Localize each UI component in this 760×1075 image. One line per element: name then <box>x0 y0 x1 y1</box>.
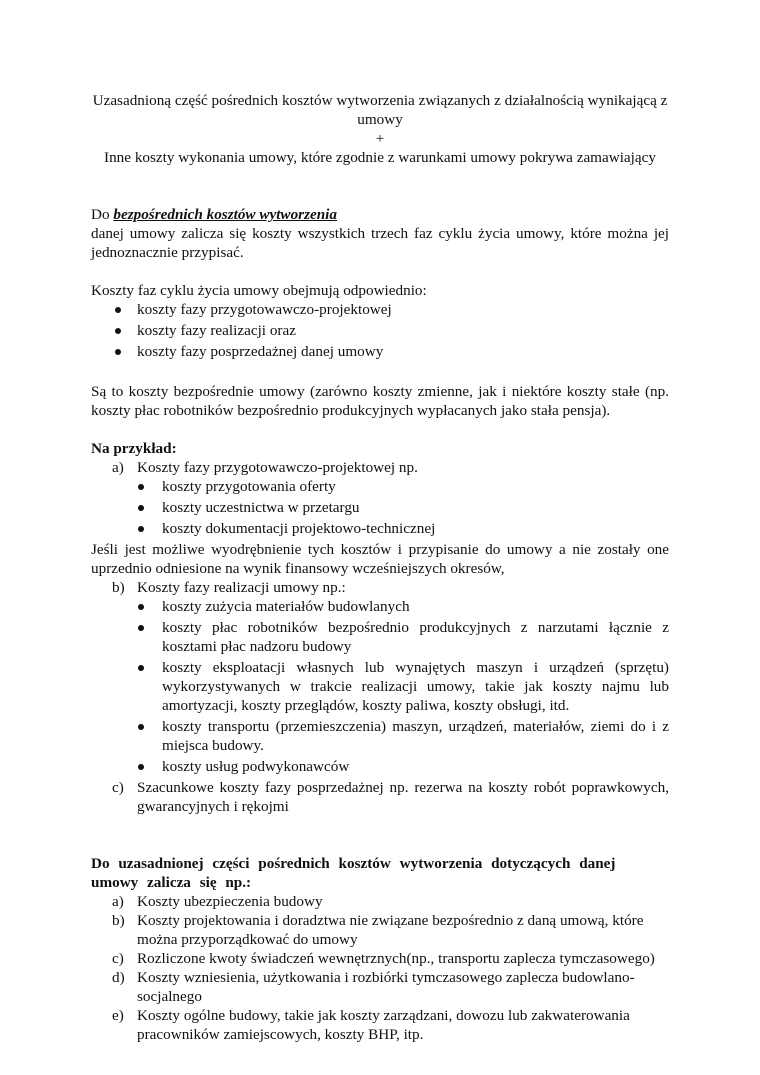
example-item-c <box>91 778 669 816</box>
example-b-bullets <box>137 597 669 776</box>
list-marker: c) <box>112 950 124 967</box>
examples-section <box>91 439 669 816</box>
list-marker: b) <box>112 912 125 929</box>
list-item: koszty fazy realizacji oraz <box>91 321 669 340</box>
indirect-costs-section <box>91 854 669 1044</box>
indirect-costs-list <box>91 892 669 1044</box>
list-item: koszty transportu (przemieszczenia) maszyn, urządzeń, materiałów, ziemi do i z miejsca budowy. <box>91 717 669 755</box>
title-plus: + <box>375 130 385 147</box>
list-item: koszty płac robotników bezpośrednio produkcyjnych z narzutami łącznie z kosztami płac nadzoru budowy <box>91 618 669 656</box>
direct-costs-emphasis: bezpośrednich kosztów wytworzenia <box>113 206 337 223</box>
list-item-text: Koszty projektowania i doradztwa nie związane bezpośrednio z daną umową, które można przyporządkować do umowy <box>137 912 644 948</box>
list-item: koszty uczestnictwa w przetargu <box>91 498 669 517</box>
title-line-2: Inne koszty wykonania umowy, które zgodnie z warunkami umowy pokrywa zamawiający <box>104 149 656 166</box>
title-block <box>91 91 669 167</box>
list-marker: a) <box>112 459 124 476</box>
phases-list <box>91 300 669 361</box>
example-item-a <box>91 458 669 538</box>
example-a-label: Koszty fazy przygotowawczo-projektowej np. <box>137 459 418 476</box>
list-item: koszty usług podwykonawców <box>91 757 669 776</box>
phases-intro: Koszty faz cyklu życia umowy obejmują odpowiednio: <box>91 282 427 299</box>
document-page <box>91 91 669 1044</box>
example-a-note: Jeśli jest możliwe wyodrębnienie tych kosztów i przypisanie do umowy a nie zostały one uprzednio odniesione na wynik finansowy wcześniejszych okresów, <box>91 541 669 577</box>
list-marker: b) <box>112 579 125 596</box>
indirect-costs-heading: Do uzasadnionej części pośrednich kosztów wytworzenia dotyczących danej umowy zalicza się np.: <box>91 855 616 891</box>
list-item: koszty przygotowania oferty <box>91 477 669 496</box>
list-item: koszty zużycia materiałów budowlanych <box>91 597 669 616</box>
example-c-label: Szacunkowe koszty fazy posprzedażnej np. rezerwa na koszty robót poprawkowych, gwarancyjnych i rękojmi <box>137 779 669 815</box>
list-item: koszty eksploatacji własnych lub wynajętych maszyn i urządzeń (sprzętu) wykorzystywanych w trakcie realizacji umowy, takie jak koszty najmu lub amortyzacji, koszty przeglądów, koszty paliwa, koszty obsługi, itd. <box>91 658 669 715</box>
direct-costs-heading <box>91 205 669 224</box>
list-marker: e) <box>112 1007 124 1024</box>
list-marker: c) <box>112 779 124 796</box>
direct-costs-prefix: Do <box>91 206 114 223</box>
list-item <box>91 949 669 968</box>
list-marker: d) <box>112 969 125 986</box>
direct-costs-body: danej umowy zalicza się koszty wszystkich trzech faz cyklu życia umowy, które można jej jednoznacznie przypisać. <box>91 225 669 261</box>
list-item-text: Koszty ubezpieczenia budowy <box>137 893 323 910</box>
examples-list-bc <box>91 578 669 816</box>
list-marker: a) <box>112 893 124 910</box>
example-item-b <box>91 578 669 776</box>
list-item <box>91 968 669 1006</box>
example-a-bullets <box>137 477 669 538</box>
list-item <box>91 1006 669 1044</box>
list-item: koszty fazy posprzedażnej danej umowy <box>91 342 669 361</box>
direct-costs-section <box>91 205 669 262</box>
direct-costs-note: Są to koszty bezpośrednie umowy (zarówno koszty zmienne, jak i niektóre koszty stałe (np. koszty płac robotników bezpośrednio produkcyjnych wypłacanych jako stała pensja). <box>91 383 669 419</box>
examples-list-a <box>91 458 669 538</box>
list-item-text: Rozliczone kwoty świadczeń wewnętrznych(np., transportu zaplecza tymczasowego) <box>137 950 655 967</box>
list-item: koszty fazy przygotowawczo-projektowej <box>91 300 669 319</box>
phases-section <box>91 281 669 361</box>
title-line-1: Uzasadnioną część pośrednich kosztów wytworzenia związanych z działalnością wynikającą z umowy <box>92 92 668 128</box>
list-item <box>91 892 669 911</box>
example-b-label: Koszty fazy realizacji umowy np.: <box>137 579 346 596</box>
examples-heading: Na przykład: <box>91 440 177 457</box>
list-item-text: Koszty wzniesienia, użytkowania i rozbiórki tymczasowego zaplecza budowlano-socjalnego <box>137 969 635 1005</box>
list-item <box>91 911 669 949</box>
list-item-text: Koszty ogólne budowy, takie jak koszty zarządzani, dowozu lub zakwaterowania pracowników zamiejscowych, koszty BHP, itp. <box>137 1007 630 1043</box>
list-item: koszty dokumentacji projektowo-technicznej <box>91 519 669 538</box>
